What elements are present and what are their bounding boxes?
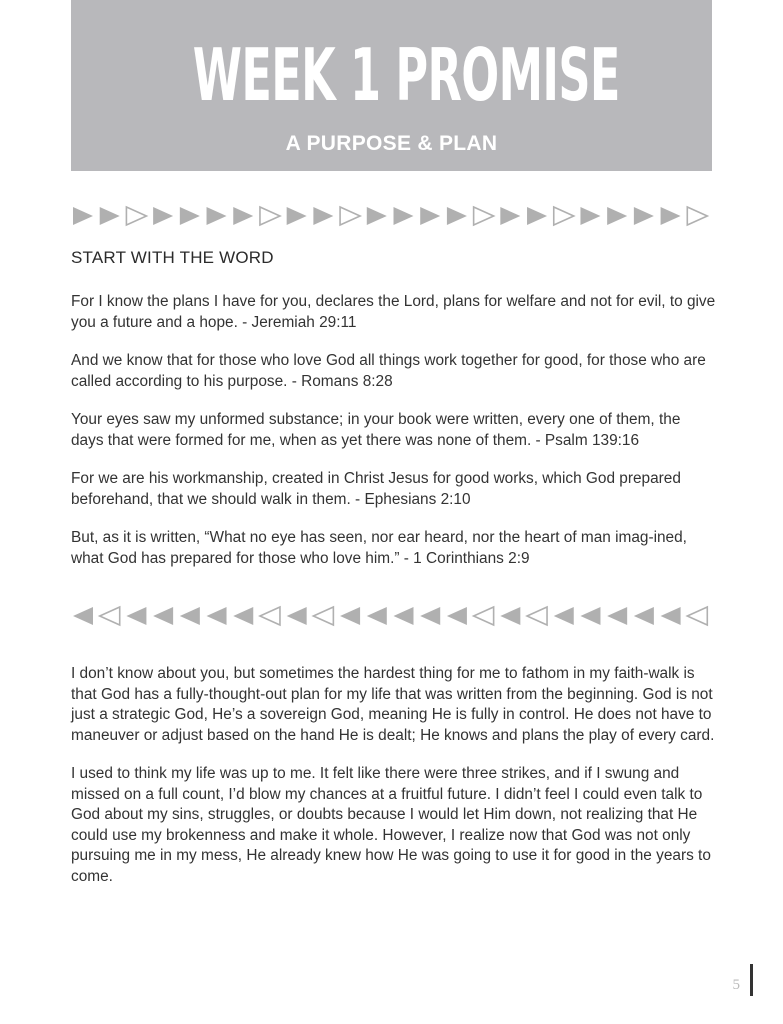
left-triangle-icon [474,607,494,625]
left-triangle-icon [233,607,253,625]
right-triangle-icon [634,207,654,225]
right-triangle-icon [153,207,173,225]
right-triangle-icon [233,207,253,225]
left-triangle-icon [661,607,681,625]
left-triangles-icon [71,604,712,628]
left-triangle-icon [527,607,547,625]
left-triangle-icon [207,607,227,625]
verse-jeremiah: For I know the plans I have for you, declares the Lord, plans for welfare and not for evil, to give you a future and a hope. - Jeremiah 29:11 [71,293,716,331]
left-triangle-icon [126,607,146,625]
left-triangle-icon [394,607,414,625]
right-triangle-icon [126,207,146,225]
right-triangle-icon [447,207,467,225]
left-triangle-icon [73,607,93,625]
left-triangle-icon [100,607,120,625]
left-triangle-icon [500,607,520,625]
right-triangle-icon [313,207,333,225]
right-triangle-icon [260,207,280,225]
right-triangle-icon [180,207,200,225]
verse-romans: And we know that for those who love God all things work together for good, for those who are called according to his purpose. - Romans 8:28 [71,352,706,390]
right-triangle-icon [554,207,574,225]
left-triangle-icon [287,607,307,625]
reflection-text [71,664,716,905]
right-triangle-icon [474,207,494,225]
left-triangle-icon [607,607,627,625]
left-triangle-icon [153,607,173,625]
page-header-banner [71,0,712,171]
page-subtitle: A PURPOSE & PLAN [285,132,498,155]
right-triangle-icon [687,207,707,225]
left-triangle-icon [313,607,333,625]
left-triangle-icon [687,607,707,625]
left-triangle-icon [634,607,654,625]
right-triangle-icon [287,207,307,225]
verse-ephesians: For we are his workmanship, created in Christ Jesus for good works, which God prepared beforehand, that we should walk in them. - Ephesians 2:10 [71,470,681,508]
right-triangle-icon [340,207,360,225]
left-triangle-icon [447,607,467,625]
paragraph: I used to think my life was up to me. It felt like there were three strikes, and if I swung and missed on a full count, I’d blow my chances at a fruitful future. I didn’t feel I could even talk to God about my sins, struggles, or doubts because I would let Him down, not realizing that He could use my brokenness and make it whole. However, I realize now that God was not only pursuing me in my mess, He already knew how He was going to use it for good in the years to come. [71,765,711,885]
left-triangle-icon [260,607,280,625]
right-triangle-icon [580,207,600,225]
right-triangle-icon [207,207,227,225]
right-triangle-icon [607,207,627,225]
left-triangle-icon [580,607,600,625]
triangle-divider-top [71,204,712,228]
paragraph: I don’t know about you, but sometimes the hardest thing for me to fathom in my faith-walk is that God has a fully-thought-out plan for my life that was written from the beginning. God is not just a strategic God, He’s a sovereign God, meaning He is fully in control. He does not have to maneuver or adjust based on the hand He is dealt; He knows and plans the play of every card. [71,665,715,744]
left-triangle-icon [554,607,574,625]
left-triangle-icon [340,607,360,625]
page-number-bar [750,964,753,996]
right-triangle-icon [527,207,547,225]
right-triangle-icon [500,207,520,225]
left-triangle-icon [367,607,387,625]
right-triangle-icon [661,207,681,225]
page-number: 5 [732,977,740,993]
left-triangle-icon [420,607,440,625]
right-triangles-icon [71,204,712,228]
right-triangle-icon [73,207,93,225]
left-triangle-icon [180,607,200,625]
section-heading: START WITH THE WORD [71,248,274,267]
page-title: WEEK 1 PROMISE [192,33,620,117]
right-triangle-icon [100,207,120,225]
verse-list [71,292,716,587]
right-triangle-icon [394,207,414,225]
verse-corinthians: But, as it is written, “What no eye has seen, nor ear heard, nor the heart of man imag-ined, what God has prepared for those who love him.” - 1 Corinthians 2:9 [71,529,687,567]
verse-psalm: Your eyes saw my unformed substance; in your book were written, every one of them, the days that were formed for me, when as yet there was none of them. - Psalm 139:16 [71,411,681,449]
triangle-divider-bottom [71,604,712,628]
right-triangle-icon [420,207,440,225]
right-triangle-icon [367,207,387,225]
